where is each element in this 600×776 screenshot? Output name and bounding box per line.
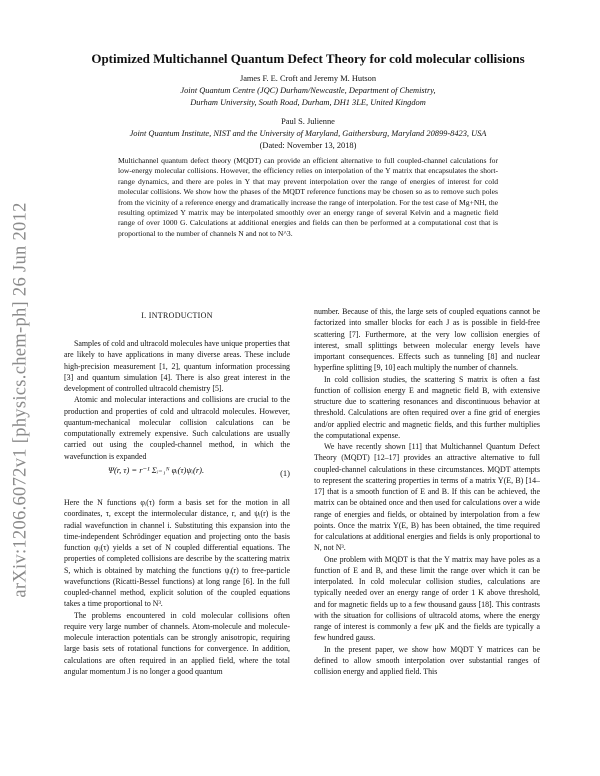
section-heading-introduction: I. INTRODUCTION [141, 311, 213, 320]
author-block-2 [60, 116, 556, 152]
arxiv-stamp-text: arXiv:1206.6072v1 [physics.chem-ph] 26 Jun 2012 [10, 202, 31, 598]
paragraph: Atomic and molecular interactions and collisions are crucial to the production and properties of cold and ultracold molecules. However, quantum-mechanical molecular collision calculations can be computationally extremely expensive. Such calculations are usually carried out using the coupled-channel method, in which the wavefunction is expanded [64, 395, 290, 461]
left-column-top [64, 338, 290, 462]
right-column [314, 306, 540, 677]
paragraph: In the present paper, we show how MQDT Y matrices can be defined to allow smooth interpolation over substantial ranges of collision energy and applied field. This [314, 644, 540, 676]
paper-title: Optimized Multichannel Quantum Defect Theory for cold molecular collisions [91, 51, 525, 66]
arxiv-stamp [6, 202, 36, 598]
paragraph: The problems encountered in cold molecular collisions often require very large number of channels. Atom-molecule and molecule-molecule interaction potentials can be strongly anisotropic, requiring large basis sets of rotational functions for convergence. In addition, calculations are often required in an applied field, where the total angular momentum J is no longer a good quantum [64, 610, 290, 676]
affiliation-1-line-2: Durham University, South Road, Durham, DH1 3LE, United Kingdom [190, 98, 426, 107]
author-block-1 [60, 73, 556, 109]
affiliation-2: Joint Quantum Institute, NIST and the University of Maryland, Gaithersburg, Maryland 20899-8423, USA [129, 129, 487, 138]
paragraph: number. Because of this, the large sets of coupled equations cannot be factorized into smaller blocks for each J as is possible in field-free scattering [7]. Furthermore, at the very low collision energies of interest, small splittings between molecular energy levels have important consequences. Effects such as tunneling [8] and nuclear hyperfine splitting [9, 10] each multiply the number of channels. [314, 307, 540, 373]
equation-body: Ψ(r, τ) = r⁻¹ Σᵢ₌₁ᴺ φᵢ(τ)ψᵢ(r). [108, 465, 205, 475]
paragraph: In cold collision studies, the scattering S matrix is often a fast function of collision energy E and magnetic field B, with extensive structure due to scattering resonances and discontinuous behavior at threshold. Calculations are often required over a fine grid of energies and/or applied electric and magnetic fields, and this further multiplies the computational expense. [314, 374, 540, 440]
dated-line: (Dated: November 13, 2018) [259, 141, 357, 150]
abstract: Multichannel quantum defect theory (MQDT) can provide an efficient alternative to full coupled-channel calculations for low-energy molecular collisions. However, the efficiency relies on interpolation of the Y matrix that encapsulates the short-range dynamics, and there are poles in Y that may prevent interpolation over the range of energies of interest for cold molecular collisions. We show how the phases of the MQDT reference functions may be chosen so as to remove such poles from the vicinity of a reference energy and dramatically increase the range of interpolation. For the test case of Mg+NH, the resulting optimized Y matrix may be interpolated smoothly over an energy range of several Kelvin and a magnetic field range of over 1000 G. Calculations at additional energies and fields can then be performed at a computational cost that is proportional to the number of channels N and not to N^3. [118, 156, 498, 238]
paragraph: We have recently shown [11] that Multichannel Quantum Defect Theory (MQDT) [12–17] provides an attractive alternative to full coupled-channel calculations in these circumstances. MQDT attempts to represent the scattering properties in terms of a matrix Y(E, B) [14–17] that is a smooth function of E and B. If this can be achieved, the matrix can be obtained once and then used for calculations over a wide range of energies and fields, or obtained by interpolation from a few points. Once the matrix Y(E, B) has been obtained, the time required for calculations at additional energies and fields is only proportional to N, not N³. [314, 442, 540, 553]
equation-number: (1) [280, 468, 290, 478]
affiliation-1-line-1: Joint Quantum Centre (JQC) Durham/Newcastle, Department of Chemistry, [180, 86, 436, 95]
paragraph: Samples of cold and ultracold molecules have unique properties that are likely to have applications in many diverse areas. These include high-precision measurement [1, 2], quantum information processing [3] and quantum simulation [4]. There is also great interest in the development of controlled ultracold chemistry [5]. [64, 339, 290, 393]
equation-1 [64, 459, 290, 487]
authors-names-2: Paul S. Julienne [281, 117, 335, 126]
authors-names-1: James F. E. Croft and Jeremy M. Hutson [239, 74, 377, 83]
left-column-bottom [64, 497, 290, 677]
paragraph: One problem with MQDT is that the Y matrix may have poles as a function of E and B, and these limit the range over which it can be interpolated. In cold molecular collision studies, calculations are typically needed over an energy range of order 1 K above threshold, and for magnetic fields up to a few thousand gauss [18]. This contrasts with the situation for collisions of ultracold atoms, where the energy range of interest is commonly a few μK and the fields are typically a few hundred gauss. [314, 554, 540, 643]
paragraph: Here the N functions φᵢ(τ) form a basis set for the motion in all coordinates, τ, except the intermolecular distance, r, and ψᵢ(r) is the radial wavefunction in channel i. Substituting this expansion into the time-independent Schrödinger equation and projecting onto the basis function φⱼ(τ) yields a set of N coupled differential equations. The properties of completed collisions are describe by the scattering matrix S, which is obtained by matching the functions ψᵢ(r) to free-particle wavefunctions (Ricatti-Bessel functions) at long range [6]. In the full coupled-channel method, explicit solution of the coupled equations takes a time proportional to N³. [64, 498, 290, 609]
